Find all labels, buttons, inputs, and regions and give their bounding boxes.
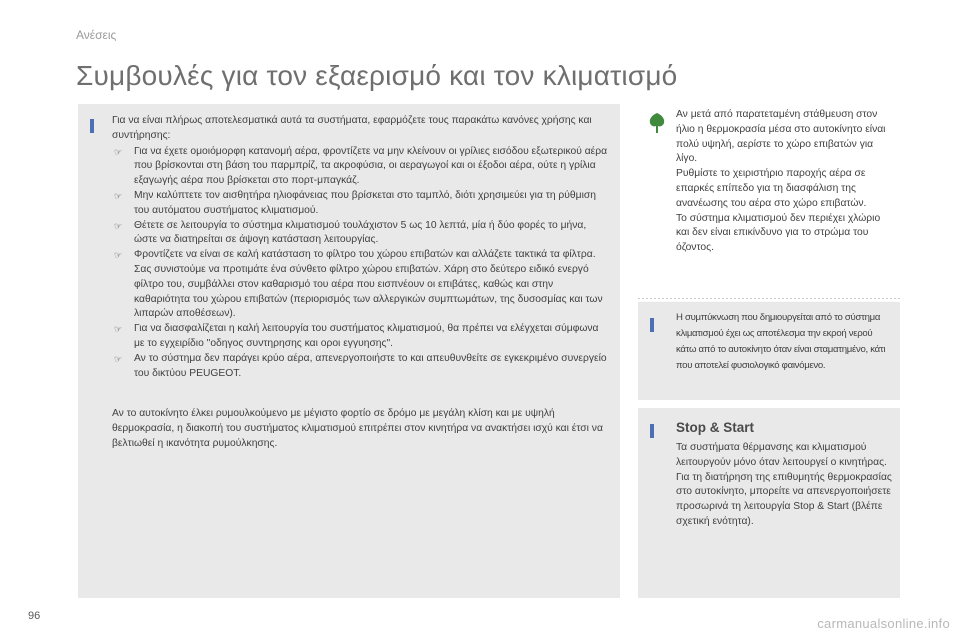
- intro-text: Για να είναι πλήρως αποτελεσματικά αυτά τα συστήματα, εφαρμόζετε τους παρακάτω κανόνες χρήσης και συντήρησης:: [112, 115, 592, 141]
- pointing-hand-icon: ☞: [114, 353, 123, 364]
- info-icon: [650, 424, 654, 438]
- rule-text: Θέτετε σε λειτουργία το σύστημα κλιματισμού τουλάχιστον 5 ως 10 λεπτά, μία ή δύο φορές το μήνα, ώστε να διατηρείται σε άψογη κατάσταση λειτουργίας.: [134, 219, 587, 246]
- rule-text: Φροντίζετε να είναι σε καλή κατάσταση το φίλτρο του χώρου επιβατών και αλλάζετε τακτικά τα φίλτρα.: [134, 249, 596, 261]
- pointing-hand-icon: ☞: [114, 324, 123, 335]
- watermark: carmanualsonline.info: [817, 616, 950, 631]
- leaf-icon: [648, 112, 666, 134]
- page-title: Συμβουλές για τον εξαερισμό και τον κλιματισμό: [76, 60, 678, 91]
- condensation-note-block: [638, 302, 900, 400]
- rule-text: Για να διασφαλίζεται η καλή λειτουργία του συστήματος κλιματισμού, θα πρέπει να ελέγχεται σύμφωνα με το εγχειρίδιο "οδηγος συντηρησης και οροι εγγυησης".: [134, 323, 599, 349]
- rule-item: [112, 219, 610, 249]
- pointing-hand-icon: ☞: [114, 146, 123, 157]
- rule-text: Αν το σύστημα δεν παράγει κρύο αέρα, απενεργοποιήστε το και απευθυνθείτε σε εγκεκριμένο συνεργείο του δικτύου PEUGEOT.: [134, 352, 607, 379]
- rule-item: [112, 322, 610, 352]
- pointing-hand-icon: ☞: [114, 190, 123, 201]
- pointing-hand-icon: ☞: [114, 250, 123, 261]
- rule-item: [112, 145, 610, 189]
- condensation-note-text: Η συμπύκνωση που δημιουργείται από το σύστημα κλιματισμού έχει ως αποτέλεσμα την εκροή νερού κάτω από το αυτοκίνητο όταν είναι σταματημένο, κάτι που αποτελεί φυσιολογικό φαινόμενο.: [676, 312, 886, 371]
- section-label: Ανέσεις: [76, 28, 117, 42]
- rule-item: [112, 189, 610, 219]
- page-number: 96: [28, 610, 41, 622]
- pointing-hand-icon: ☞: [114, 220, 123, 231]
- towing-note: Αν το αυτοκίνητο έλκει ρυμουλκούμενο με μέγιστο φορτίο σε δρόμο με μεγάλη κλίση και με υψηλή θερμοκρασία, η διακοπή του συστήματος κλιματισμού επιτρέπει στον κινητήρα να ανακτήσει ισχύ και έτσι να βελτιωθεί η ικανότητα ρυμούλκησης.: [112, 408, 603, 449]
- eco-tip-block: [638, 104, 900, 294]
- dotted-separator: [638, 298, 900, 299]
- stop-start-title: Stop & Start: [676, 420, 755, 435]
- info-icon: [650, 318, 654, 332]
- info-icon: [90, 119, 94, 133]
- rule-item: [112, 248, 610, 322]
- advice-panel: [78, 104, 620, 598]
- rule-text: Μην καλύπτετε τον αισθητήρα ηλιοφάνειας που βρίσκεται στο ταμπλό, διότι χρησιμεύει για τη ρύθμιση του αυτόματου συστήματος κλιματισμού.: [134, 189, 596, 216]
- rule-text: Για να έχετε ομοιόμορφη κατανομή αέρα, φροντίζετε να μην κλείνουν οι γρίλιες εισόδου εξωτερικού αέρα που βρίσκονται στη βάση του παρμπρίζ, τα ακροφύσια, οι αεραγωγοί και οι έξοδοι αέρα, ούτε η γρίλια εξαγωγής αέρα που βρίσκεται στο πορτ-μπαγκάζ.: [134, 145, 608, 187]
- rule-extra-text: Σας συνιστούμε να προτιμάτε ένα σύνθετο φίλτρο χώρου επιβατών. Χάρη στο δεύτερο ειδικό ενεργό φίλτρο του, συμβάλλει στον καθαρισμό του αέρα που εισπνέουν οι επιβάτες, καθώς και στην καθαριότητα του χώρου επιβατών (περιορισμός των αλλεργικών συμπτωμάτων, της δυσοσμίας και των λιπαρών αποθέσεων).: [134, 263, 603, 320]
- rules-list: [112, 145, 610, 382]
- rule-item: [112, 352, 610, 382]
- eco-tip-text: Αν μετά από παρατεταμένη στάθμευση στον ήλιο η θερμοκρασία μέσα στο αυτοκίνητο είναι πολύ υψηλή, αερίστε το χώρο επιβατών για λίγο. Ρυθμίστε το χειριστήριο παροχής αέρα σε επαρκές επίπεδο για τη διασφάλιση της ανανέωσης του αέρα στο χώρο επιβατών. Το σύστημα κλιματισμού δεν περιέχει χλώριο και δεν είναι επικίνδυνο για το στρώμα του όζοντος.: [676, 109, 886, 254]
- stop-start-text: Τα συστήματα θέρμανσης και κλιματισμού λειτουργούν μόνο όταν λειτουργεί ο κινητήρας. Για τη διατήρηση της επιθυμητής θερμοκρασίας στο αυτοκίνητο, μπορείτε να απενεργοποιήσετε προσωρινά τη λειτουργία Stop & Start (βλέπε σχετική ενότητα).: [676, 442, 892, 527]
- stop-start-block: [638, 408, 900, 598]
